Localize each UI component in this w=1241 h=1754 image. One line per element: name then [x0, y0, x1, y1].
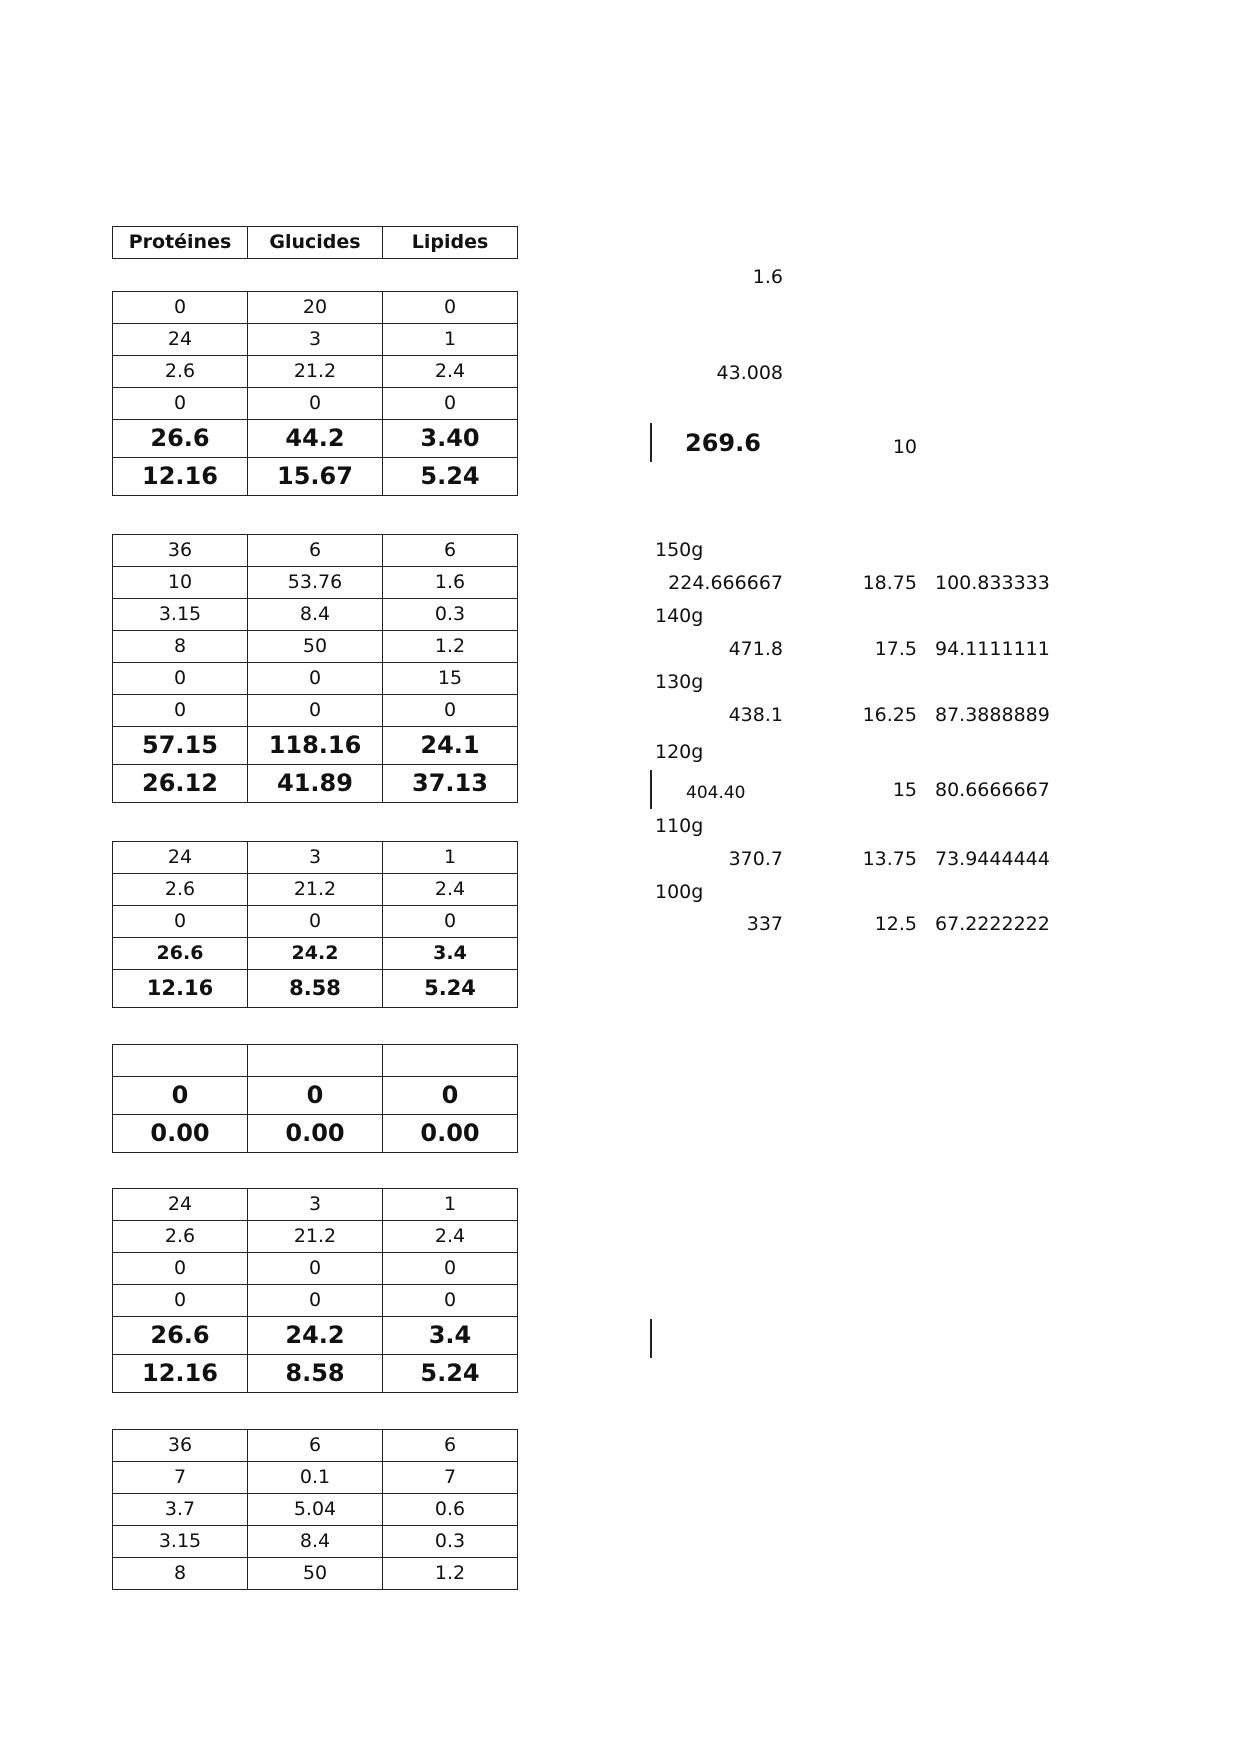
- cell-cursor-line: [650, 770, 652, 809]
- ratio-cell: 41.89: [248, 765, 383, 803]
- cell: 24: [113, 324, 248, 356]
- side-value-1: 1.6: [752, 266, 783, 288]
- total-kcal: 269.6: [685, 429, 761, 457]
- total-cell: 118.16: [248, 727, 383, 765]
- ratio-cell: 26.12: [113, 765, 248, 803]
- portion-value-b: 100.833333: [935, 572, 1050, 594]
- cell: 21.2: [248, 356, 383, 388]
- portion-kcal: 224.666667: [668, 572, 783, 594]
- portion-value-a: 12.5: [874, 913, 917, 935]
- cell: 6: [248, 535, 383, 567]
- cell: 3.7: [113, 1494, 248, 1526]
- portion-value-b: 67.2222222: [935, 913, 1050, 935]
- meal-table-1: [112, 291, 518, 496]
- meal-table-5: [112, 1188, 518, 1393]
- cell-cursor-line: [650, 423, 652, 462]
- table-row: [113, 1045, 518, 1077]
- table-row: [113, 292, 518, 324]
- table-row: [113, 1462, 518, 1494]
- cell: 0: [248, 1253, 383, 1285]
- total-cell: 3.40: [383, 420, 518, 458]
- cell: 0: [383, 695, 518, 727]
- table-row: [113, 842, 518, 874]
- portion-kcal: 471.8: [728, 638, 783, 660]
- cell: 7: [113, 1462, 248, 1494]
- portion-value-a: 15: [892, 779, 917, 801]
- cell: 6: [383, 1430, 518, 1462]
- cell: 7: [383, 1462, 518, 1494]
- cell: 1: [383, 842, 518, 874]
- portion-label: 130g: [655, 671, 704, 693]
- cell: 3.15: [113, 599, 248, 631]
- ratio-cell: 12.16: [113, 970, 248, 1008]
- header-table: [112, 226, 518, 259]
- cell: 2.6: [113, 874, 248, 906]
- header-proteines: Protéines: [113, 227, 248, 259]
- cell: 8: [113, 631, 248, 663]
- total-cell: 26.6: [113, 1317, 248, 1355]
- table-row: [113, 906, 518, 938]
- total-cell: 26.6: [113, 420, 248, 458]
- ratio-cell: 12.16: [113, 1355, 248, 1393]
- ratio-row: [113, 1355, 518, 1393]
- table-row: [113, 663, 518, 695]
- total-cell: 0: [113, 1077, 248, 1115]
- table-row: [113, 599, 518, 631]
- total-cell: 24.2: [248, 1317, 383, 1355]
- cell: 2.6: [113, 356, 248, 388]
- table-row: [113, 874, 518, 906]
- portion-label: 140g: [655, 605, 704, 627]
- table-row: [113, 1189, 518, 1221]
- ratio-cell: 37.13: [383, 765, 518, 803]
- cell: 3: [248, 842, 383, 874]
- cell: 0.6: [383, 1494, 518, 1526]
- table-row: [113, 535, 518, 567]
- cell: 1.2: [383, 631, 518, 663]
- cell: 2.4: [383, 874, 518, 906]
- cell: 0: [113, 695, 248, 727]
- ratio-row: [113, 765, 518, 803]
- meal-table-2: [112, 534, 518, 803]
- cell: 1.2: [383, 1558, 518, 1590]
- ratio-cell: 12.16: [113, 458, 248, 496]
- portion-label: 110g: [655, 815, 704, 837]
- total-cell: 0: [383, 1077, 518, 1115]
- cell: 0: [113, 292, 248, 324]
- meal-table-6: [112, 1429, 518, 1590]
- portion-value-a: 17.5: [874, 638, 917, 660]
- table-row: [113, 356, 518, 388]
- ratio-cell: 5.24: [383, 970, 518, 1008]
- header-row: [113, 227, 518, 259]
- total-row: [113, 1317, 518, 1355]
- portion-value-a: 18.75: [862, 572, 917, 594]
- cell: 0.1: [248, 1462, 383, 1494]
- table-row: [113, 1285, 518, 1317]
- cell: 0: [248, 388, 383, 420]
- table-row: [113, 1430, 518, 1462]
- portion-value-b: 73.9444444: [935, 848, 1050, 870]
- header-lipides: Lipides: [383, 227, 518, 259]
- cell: 0: [383, 906, 518, 938]
- meal-table-4: [112, 1044, 518, 1153]
- portion-kcal: 370.7: [728, 848, 783, 870]
- total-row: [113, 727, 518, 765]
- cell: 3.15: [113, 1526, 248, 1558]
- portion-label: 120g: [655, 741, 704, 763]
- ratio-cell: 5.24: [383, 1355, 518, 1393]
- cell: 36: [113, 535, 248, 567]
- total-cell: 3.4: [383, 1317, 518, 1355]
- table-row: [113, 567, 518, 599]
- cell: 21.2: [248, 1221, 383, 1253]
- ratio-cell: 0.00: [248, 1115, 383, 1153]
- cell: 0: [113, 1253, 248, 1285]
- portion-value-b: 87.3888889: [935, 704, 1050, 726]
- portion-value-b: 80.6666667: [935, 779, 1050, 801]
- total-cell: 0: [248, 1077, 383, 1115]
- table-row: [113, 1494, 518, 1526]
- portion-kcal: 438.1: [728, 704, 783, 726]
- cell: 0: [248, 906, 383, 938]
- cell: 8: [113, 1558, 248, 1590]
- cell: 2.4: [383, 356, 518, 388]
- portion-kcal: 337: [746, 913, 783, 935]
- table-row: [113, 324, 518, 356]
- ratio-cell: 0.00: [113, 1115, 248, 1153]
- total-cell: 57.15: [113, 727, 248, 765]
- cell: 50: [248, 631, 383, 663]
- cell: 0: [113, 906, 248, 938]
- cell: 0: [248, 663, 383, 695]
- table-row: [113, 1221, 518, 1253]
- table-row: [113, 1253, 518, 1285]
- ratio-cell: 15.67: [248, 458, 383, 496]
- ratio-row: [113, 458, 518, 496]
- cell: 20: [248, 292, 383, 324]
- cell: 0: [383, 292, 518, 324]
- cell: 24: [113, 1189, 248, 1221]
- cell: 0: [113, 388, 248, 420]
- cell: 0: [248, 1285, 383, 1317]
- total-cell: 24.2: [248, 938, 383, 970]
- table-row: [113, 631, 518, 663]
- total-cell: 3.4: [383, 938, 518, 970]
- cell: 6: [248, 1430, 383, 1462]
- total-row: [113, 938, 518, 970]
- cell: 10: [113, 567, 248, 599]
- cell: 24: [113, 842, 248, 874]
- cell: 2.6: [113, 1221, 248, 1253]
- cell: 0.3: [383, 1526, 518, 1558]
- total-row: [113, 1077, 518, 1115]
- ratio-cell: 0.00: [383, 1115, 518, 1153]
- cell: 1: [383, 1189, 518, 1221]
- cell: [113, 1045, 248, 1077]
- cell: 0: [248, 695, 383, 727]
- total-cell: 44.2: [248, 420, 383, 458]
- cell: 1.6: [383, 567, 518, 599]
- side-value-2: 43.008: [716, 362, 783, 384]
- total-cell: 24.1: [383, 727, 518, 765]
- cell: 8.4: [248, 599, 383, 631]
- cell: 53.76: [248, 567, 383, 599]
- cell: 2.4: [383, 1221, 518, 1253]
- total-cell: 26.6: [113, 938, 248, 970]
- header-glucides: Glucides: [248, 227, 383, 259]
- portion-value-b: 94.1111111: [935, 638, 1050, 660]
- table-row: [113, 1558, 518, 1590]
- portion-value-a: 16.25: [862, 704, 917, 726]
- cell: [383, 1045, 518, 1077]
- portion-kcal: 404.40: [686, 783, 746, 803]
- cell-cursor-line: [650, 1319, 652, 1358]
- table-row: [113, 695, 518, 727]
- cell: 0: [113, 663, 248, 695]
- cell: 1: [383, 324, 518, 356]
- cell: 3: [248, 1189, 383, 1221]
- portion-label: 100g: [655, 881, 704, 903]
- portion-label: 150g: [655, 539, 704, 561]
- ratio-cell: 8.58: [248, 970, 383, 1008]
- meal-table-3: [112, 841, 518, 1008]
- ratio-cell: 8.58: [248, 1355, 383, 1393]
- cell: 0.3: [383, 599, 518, 631]
- cell: 36: [113, 1430, 248, 1462]
- cell: 5.04: [248, 1494, 383, 1526]
- ratio-row: [113, 1115, 518, 1153]
- total-row: [113, 420, 518, 458]
- cell: 21.2: [248, 874, 383, 906]
- cell: 0: [383, 1253, 518, 1285]
- ratio-cell: 5.24: [383, 458, 518, 496]
- cell: 50: [248, 1558, 383, 1590]
- cell: 6: [383, 535, 518, 567]
- cell: 15: [383, 663, 518, 695]
- cell: 0: [383, 388, 518, 420]
- ratio-row: [113, 970, 518, 1008]
- portion-value-a: 13.75: [862, 848, 917, 870]
- side-value-3: 10: [892, 436, 917, 458]
- table-row: [113, 1526, 518, 1558]
- cell: [248, 1045, 383, 1077]
- cell: 3: [248, 324, 383, 356]
- cell: 0: [113, 1285, 248, 1317]
- cell: 0: [383, 1285, 518, 1317]
- cell: 8.4: [248, 1526, 383, 1558]
- table-row: [113, 388, 518, 420]
